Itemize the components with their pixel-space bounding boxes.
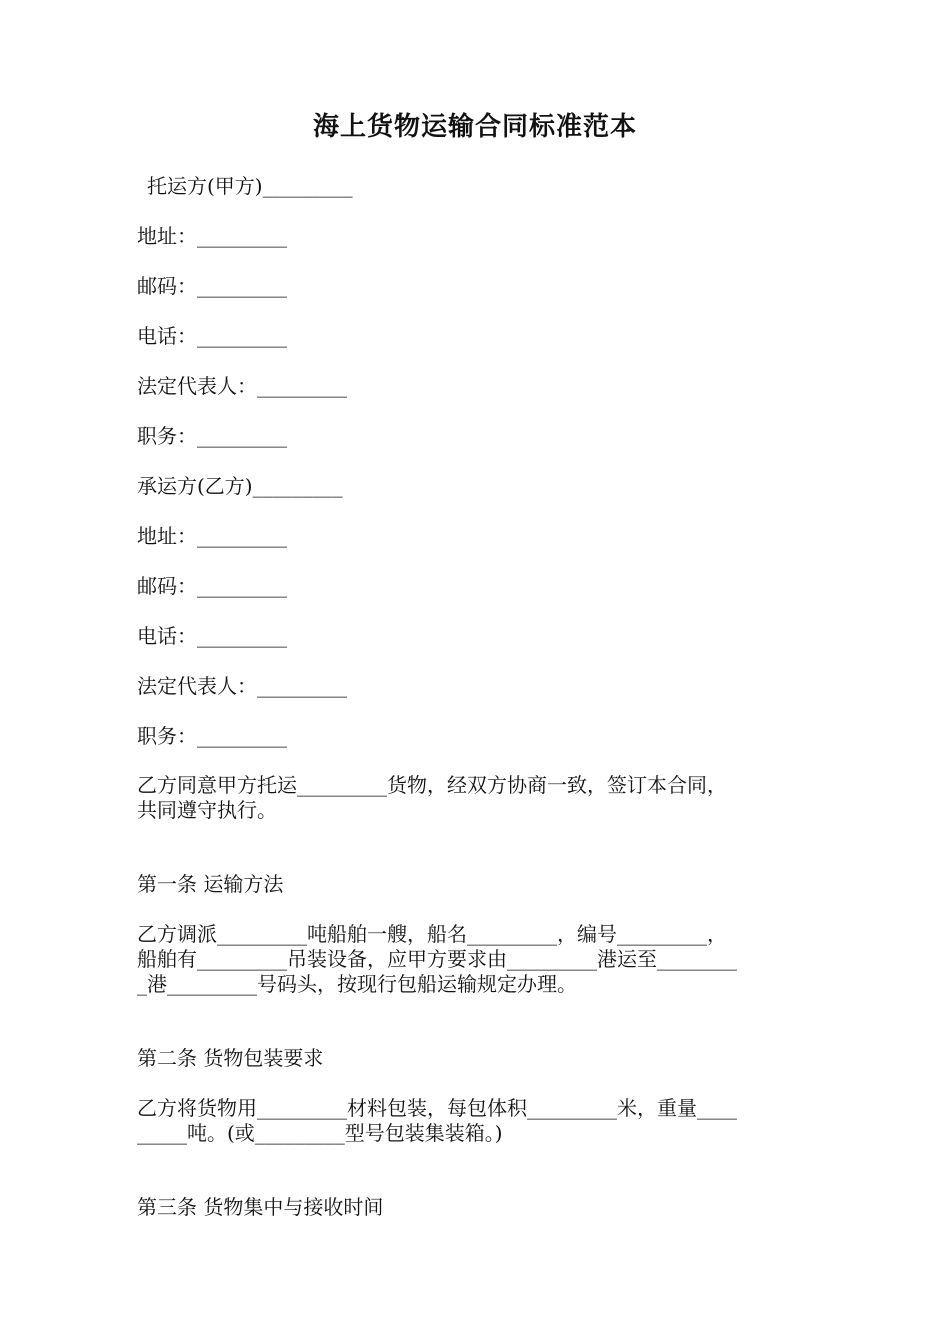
shipper-position: 职务：_________ bbox=[137, 424, 287, 448]
article1-heading: 第一条 运输方法 bbox=[137, 872, 284, 896]
article2-heading: 第二条 货物包装要求 bbox=[137, 1046, 324, 1070]
shipper-phone: 电话：_________ bbox=[137, 324, 287, 348]
carrier-address: 地址：_________ bbox=[137, 524, 287, 548]
article3-heading: 第三条 货物集中与接收时间 bbox=[137, 1195, 384, 1219]
carrier-legal-rep: 法定代表人：_________ bbox=[137, 674, 347, 698]
intro-paragraph: 乙方同意甲方托运_________货物，经双方协商一致，签订本合同， 共同遵守执行。 bbox=[137, 773, 727, 822]
article1-paragraph: 乙方调派_________吨船舶一艘，船名_________，编号_________， 船舶有_________吊装设备，应甲方要求由_________港运至________ _港_________号码头，按现行包船运输规定办理。 bbox=[137, 922, 737, 996]
shipper-postcode: 邮码：_________ bbox=[137, 274, 287, 298]
document-title: 海上货物运输合同标准范本 bbox=[312, 112, 637, 142]
shipper-header: 托运方(甲方)_________ bbox=[147, 174, 353, 198]
carrier-header: 承运方(乙方)_________ bbox=[137, 474, 343, 498]
carrier-postcode: 邮码：_________ bbox=[137, 574, 287, 598]
shipper-address: 地址：_________ bbox=[137, 224, 287, 248]
article2-paragraph: 乙方将货物用_________材料包装，每包体积_________米，重量____ _____吨。(或_________型号包装集装箱。) bbox=[137, 1096, 737, 1145]
carrier-position: 职务：_________ bbox=[137, 724, 287, 748]
carrier-phone: 电话：_________ bbox=[137, 624, 287, 648]
shipper-legal-rep: 法定代表人：_________ bbox=[137, 374, 347, 398]
